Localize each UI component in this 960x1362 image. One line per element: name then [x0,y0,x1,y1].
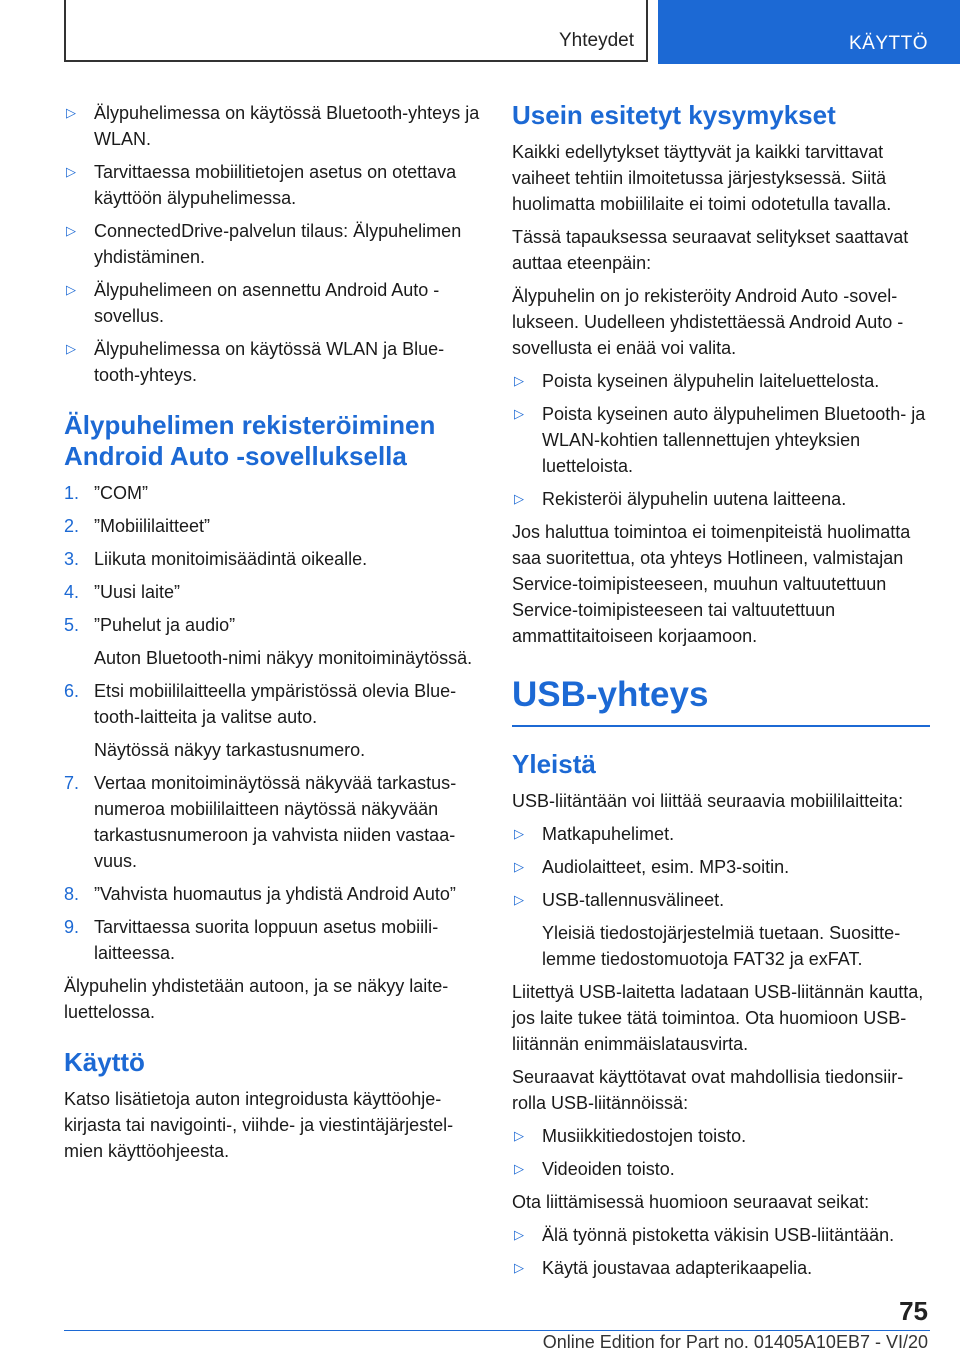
triangle-bullet-icon: ▷ [514,1260,524,1275]
general-paragraph: USB-liitäntään voi liittää seuraavia mobiililaitteita: [512,791,904,811]
triangle-bullet-icon: ▷ [514,859,524,874]
list-item: ▷ Poista kyseinen auto älypuhelimen Bluetooth- ja WLAN-kohtien tallennettujen yhteyksien luetteloista. [514,404,926,476]
header-section-tab [64,0,648,62]
requirements-list [64,100,484,388]
list-item: ▷ Älypuhelimeen on asennettu Android Auto -sovellus. [66,280,440,326]
register-steps [64,480,484,966]
list-item-note: Yleisiä tiedostojärjestelmiä tuetaan. Suosittelemme tiedostomuotoja FAT32 ja exFAT. [542,923,901,969]
faq-paragraph: Älypuhelin on jo rekisteröity Android Auto -sovellukseen. Uudelleen yhdistettäessä Android Auto -sovellusta ei enää voi valita. [512,286,904,358]
triangle-bullet-icon: ▷ [514,373,524,388]
step-item: 7. Vertaa monitoiminäytössä näkyvää tarkastusnumeroa mobiililaitteen näytössä näkyvään tarkastusnumeroon ja vahvista niiden vastaavuus. [64,773,457,871]
triangle-bullet-icon: ▷ [66,223,76,238]
general-heading: Yleistä [512,749,596,779]
list-item: ▷ Audiolaitteet, esim. MP3-soitin. [514,857,790,877]
list-item: ▷ Älypuhelimessa on käytössä WLAN ja Bluetooth-yhteys. [66,339,445,385]
triangle-bullet-icon: ▷ [514,892,524,907]
triangle-bullet-icon: ▷ [514,1227,524,1242]
device-list [512,821,930,972]
list-item: ▷ Musiikkitiedostojen toisto. [514,1126,747,1146]
triangle-bullet-icon: ▷ [66,341,76,356]
page-number: 75 [899,1296,928,1326]
header-chapter-title: KÄYTTÖ [848,33,928,54]
general-paragraph: Ota liittämisessä huomioon seuraavat seikat: [512,1192,870,1212]
header-section-title: Yhteydet [559,30,634,51]
faq-paragraph: Jos haluttua toimintoa ei toimenpiteistä huolimatta saa suoritettua, ota yhteys Hotlineen, valmistajan Service-toimipisteeseen, muuhun valtuutettuun Service-toimipisteeseen tai valtuutettuun ammattitaitoiseen korjaamoon. [512,522,911,646]
general-paragraph: Seuraavat käyttötavat ovat mahdollisia tiedonsiirrolla USB-liitännöissä: [512,1067,904,1113]
list-item: ▷ USB-tallennusvälineet. Yleisiä tiedostojärjestelmiä tuetaan. Suosittelemme tiedostomuotoja FAT32 ja exFAT. [512,887,930,972]
step-note: Näytössä näkyy tarkastusnumero. [94,740,366,760]
usage-heading: Käyttö [64,1047,145,1077]
faq-paragraph: Tässä tapauksessa seuraavat selitykset saattavat auttaa eteenpäin: [512,227,909,273]
list-item: ▷ ConnectedDrive-palvelun tilaus: Älypuhelimen yhdistäminen. [66,221,462,267]
triangle-bullet-icon: ▷ [66,164,76,179]
step-item: 4. ”Uusi laite” [64,582,181,602]
list-item: ▷ Tarvittaessa mobiilitietojen asetus on otettava käyttöön älypuhelimessa. [66,162,457,208]
faq-list [512,368,930,512]
list-item: ▷ Rekisteröi älypuhelin uutena laitteena. [514,489,847,509]
register-heading: Älypuhelimen rekisteröiminen Android Auto -sovelluksella [64,410,436,471]
register-outro: Älypuhelin yhdistetään autoon, ja se näkyy laiteluettelossa. [64,976,449,1022]
faq-paragraph: Kaikki edellytykset täyttyvät ja kaikki tarvittavat vaiheet tehtiin ilmoitetussa järjestyksessä. Siitä huolimatta mobiililaite ei toimi odotetulla tavalla. [512,142,892,214]
triangle-bullet-icon: ▷ [66,105,76,120]
footer-edition: Online Edition for Part no. 01405A10EB7 - VI/20 [542,1332,928,1352]
step-item: 5. ”Puhelut ja audio” Auton Bluetooth-nimi näkyy monitoiminäytössä. [64,612,484,671]
usage-list [512,1123,930,1182]
list-item: ▷ Poista kyseinen älypuhelin laiteluettelosta. [514,371,880,391]
triangle-bullet-icon: ▷ [66,282,76,297]
step-note: Auton Bluetooth-nimi näkyy monitoiminäytössä. [94,648,473,668]
left-column [64,100,484,1171]
right-column [512,100,930,1288]
list-item: ▷ Käytä joustavaa adapterikaapelia. [514,1258,813,1278]
step-item: 9. Tarvittaessa suorita loppuun asetus mobiililaitteessa. [64,917,439,963]
usage-text: Katso lisätietoja auton integroidusta käyttöohjekirjasta tai navigointi-, viihde- ja viestintäjärjestelmien käyttöohjeesta. [64,1089,454,1161]
faq-heading: Usein esitetyt kysymykset [512,100,836,130]
triangle-bullet-icon: ▷ [514,1161,524,1176]
list-item: ▷ Älypuhelimessa on käytössä Bluetooth-yhteys ja WLAN. [66,103,480,149]
triangle-bullet-icon: ▷ [514,826,524,841]
step-item: 6. Etsi mobiililaitteella ympäristössä olevia Bluetooth-laitteita ja valitse auto. Näytössä näkyy tarkastusnumero. [64,678,484,763]
list-item: ▷ Matkapuhelimet. [514,824,675,844]
step-item: 2. ”Mobiililaitteet” [64,516,211,536]
list-item: ▷ Videoiden toisto. [514,1159,675,1179]
footer-divider [64,1330,930,1331]
header-chapter-tab [658,0,960,64]
triangle-bullet-icon: ▷ [514,1128,524,1143]
general-paragraph: Liitettyä USB-laitetta ladataan USB-liitännän kautta, jos laite tukee tätä toimintoa. Ota huomioon USB-liitännän enimmäislatausvirta. [512,982,924,1054]
triangle-bullet-icon: ▷ [514,406,524,421]
step-item: 3. Liikuta monitoimisäädintä oikealle. [64,549,368,569]
step-item: 8. ”Vahvista huomautus ja yhdistä Android Auto” [64,884,456,904]
step-item: 1. ”COM” [64,483,148,503]
caution-list [512,1222,930,1281]
usb-section-heading: USB-yhteys [512,675,930,727]
list-item: ▷ Älä työnnä pistoketta väkisin USB-liitäntään. [514,1225,895,1245]
triangle-bullet-icon: ▷ [514,491,524,506]
